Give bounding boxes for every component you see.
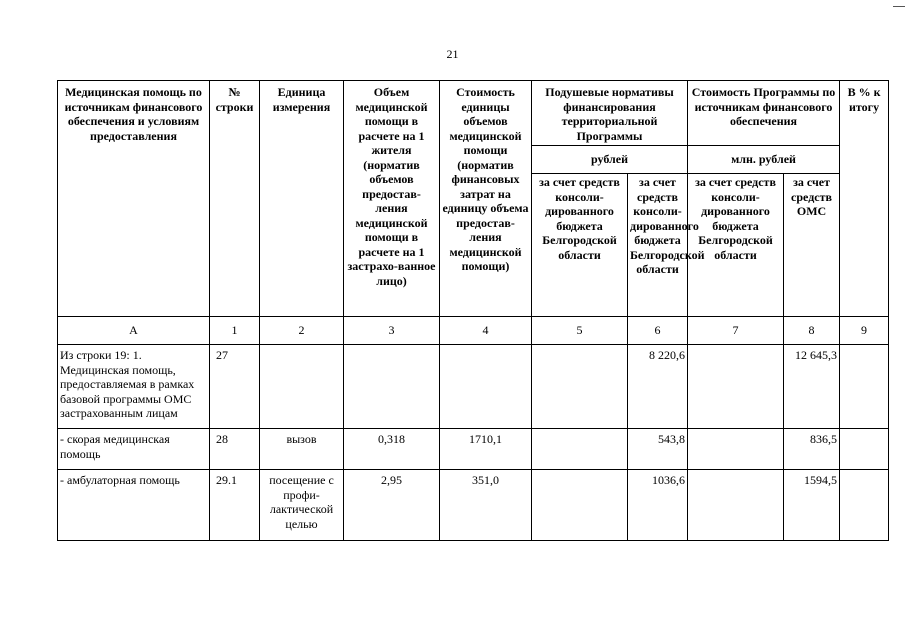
row-per-capita-oms: 543,8	[628, 429, 688, 470]
row-volume	[344, 345, 440, 429]
table-row	[58, 470, 889, 541]
page-number: 21	[446, 47, 459, 61]
column-number: 5	[532, 317, 628, 345]
header-percent: В % к итогу	[840, 81, 889, 317]
row-name: Из строки 19: 1. Медицинская помощь, предоставляемая в рамках базовой программы ОМС застрахованным лицам	[58, 345, 210, 429]
row-cost	[440, 345, 532, 429]
row-program-budget	[688, 470, 784, 541]
row-name: - амбулаторная помощь	[58, 470, 210, 541]
column-number: 1	[210, 317, 260, 345]
column-number: А	[58, 317, 210, 345]
corner-mark	[893, 6, 905, 7]
column-number: 8	[784, 317, 840, 345]
row-per-capita-budget	[532, 345, 628, 429]
row-volume: 0,318	[344, 429, 440, 470]
table-row	[58, 429, 889, 470]
row-per-capita-budget	[532, 429, 628, 470]
row-program-oms: 836,5	[784, 429, 840, 470]
row-percent	[840, 429, 889, 470]
row-program-oms: 12 645,3	[784, 345, 840, 429]
row-cost: 351,0	[440, 470, 532, 541]
row-unit: вызов	[260, 429, 344, 470]
column-numbers-row	[58, 317, 889, 345]
column-number: 2	[260, 317, 344, 345]
row-program-budget	[688, 345, 784, 429]
column-number: 4	[440, 317, 532, 345]
table-row	[58, 345, 889, 429]
header-per-capita-oms: за счет средств консоли-дированного бюджета Белгородской области	[628, 174, 688, 317]
header-per-capita-budget: за счет средств консоли-дированного бюджета Белгородской области	[532, 174, 628, 317]
header-per-capita-unit: рублей	[532, 146, 688, 174]
header-program-budget: за счет средств консоли-дированного бюджета Белгородской области	[688, 174, 784, 317]
row-program-budget	[688, 429, 784, 470]
row-unit: посещение с профи-лактической целью	[260, 470, 344, 541]
row-program-oms: 1594,5	[784, 470, 840, 541]
row-per-capita-budget	[532, 470, 628, 541]
column-number: 6	[628, 317, 688, 345]
row-per-capita-oms: 8 220,6	[628, 345, 688, 429]
header-unit-cost: Стоимость единицы объемов медицинской помощи (норматив финансовых затрат на единицу объема предостав-ления медицинской помощи)	[440, 81, 532, 317]
row-unit	[260, 345, 344, 429]
row-volume: 2,95	[344, 470, 440, 541]
header-volume: Объем медицинской помощи в расчете на 1 жителя (норматив объемов предостав-ления медицинской помощи в расчете на 1 застрахо-ванное лицо)	[344, 81, 440, 317]
header-program-cost-unit: млн. рублей	[688, 146, 840, 174]
header-source: Медицинская помощь по источникам финансового обеспечения и условиям предоставления	[58, 81, 210, 317]
row-percent	[840, 345, 889, 429]
header-line-number: № строки	[210, 81, 260, 317]
column-number: 9	[840, 317, 889, 345]
header-per-capita-group: Подушевые нормативы финансирования территориальной Программы	[532, 81, 688, 146]
row-line-number: 27	[210, 345, 260, 429]
header-program-cost-group: Стоимость Программы по источникам финансового обеспечения	[688, 81, 840, 146]
financing-table	[57, 80, 889, 541]
header-program-oms: за счет средств ОМС	[784, 174, 840, 317]
row-per-capita-oms: 1036,6	[628, 470, 688, 541]
row-percent	[840, 470, 889, 541]
row-line-number: 28	[210, 429, 260, 470]
header-unit: Единица измерения	[260, 81, 344, 317]
row-name: - скорая медицинская помощь	[58, 429, 210, 470]
row-cost: 1710,1	[440, 429, 532, 470]
column-number: 3	[344, 317, 440, 345]
row-line-number: 29.1	[210, 470, 260, 541]
column-number: 7	[688, 317, 784, 345]
